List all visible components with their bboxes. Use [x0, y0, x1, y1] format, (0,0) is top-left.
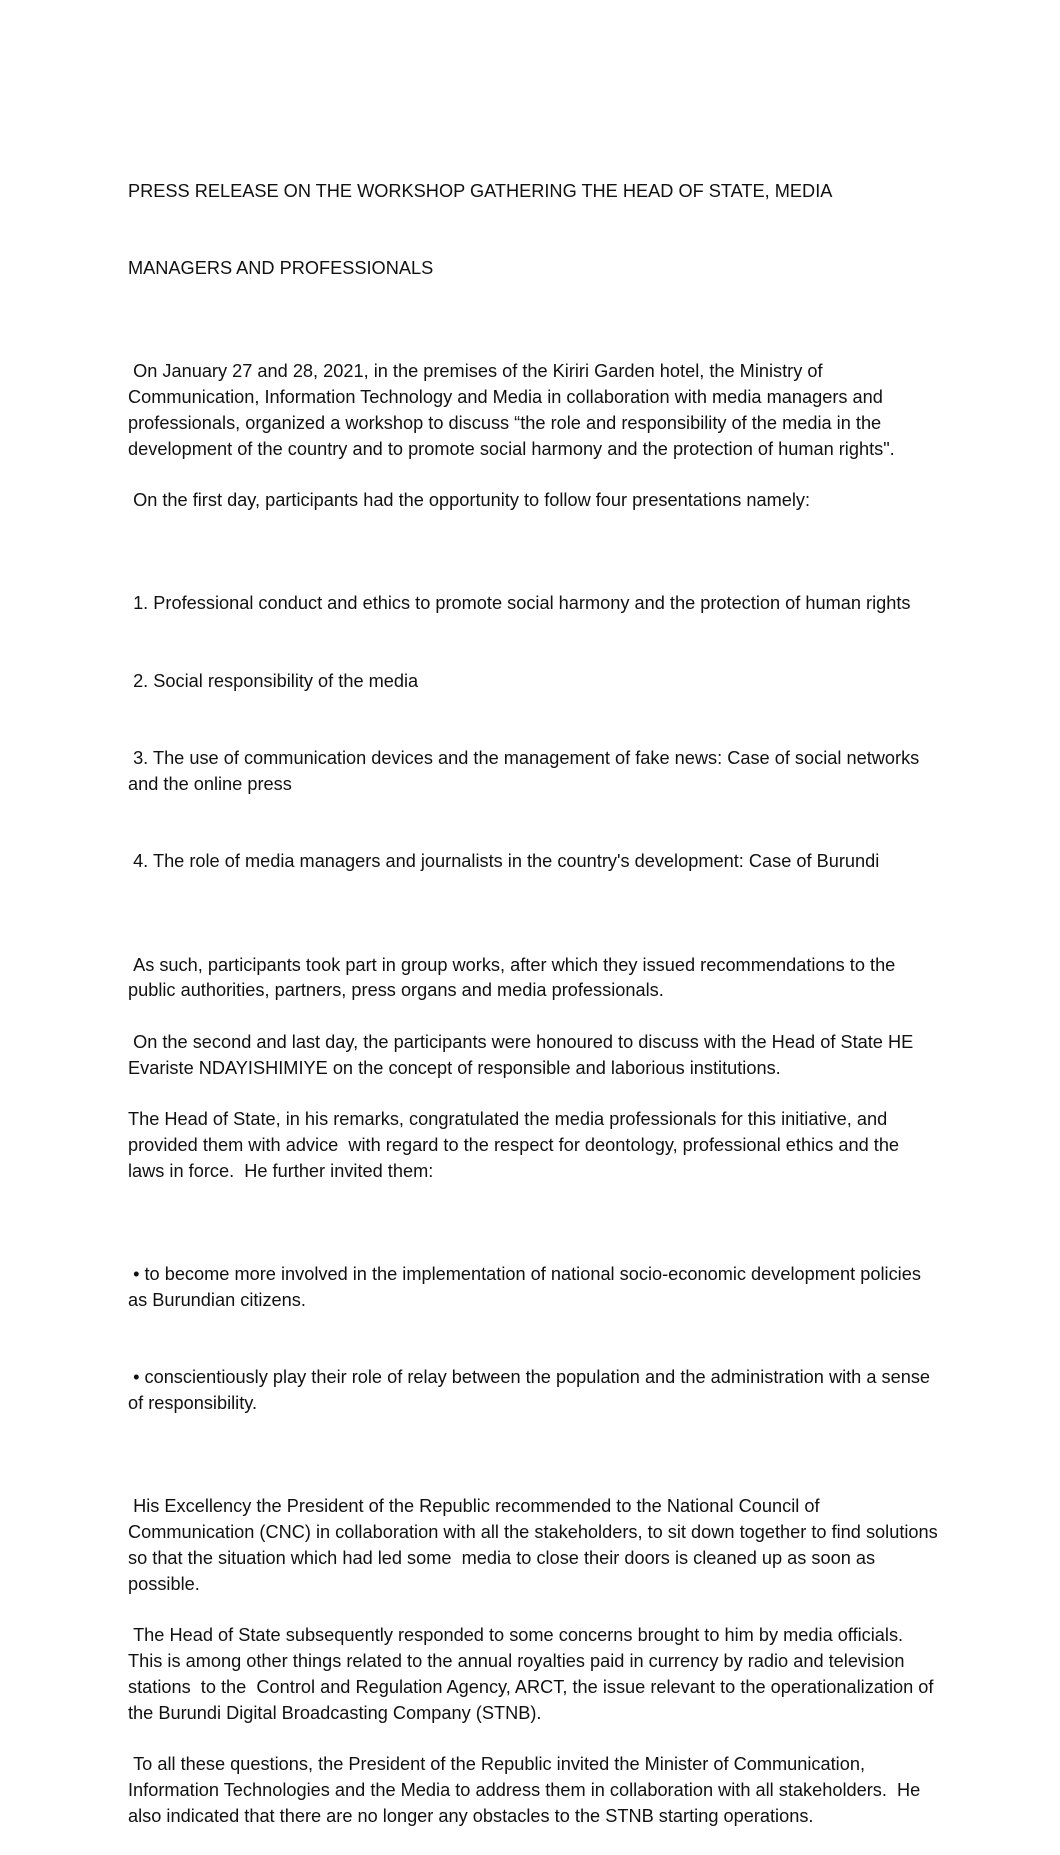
paragraph-group-works: As such, participants took part in group works, after which they issued recommendations to the public authorities, partners, press organs and media professionals. [128, 954, 901, 1001]
list-item: 4. The role of media managers and journalists in the country's development: Case of Burundi [128, 851, 880, 872]
list-item: 2. Social responsibility of the media [128, 670, 419, 691]
list-item: • conscientiously play their role of relay between the population and the administration with a sense of responsibility. [128, 1367, 936, 1414]
title-line-1: PRESS RELEASE ON THE WORKSHOP GATHERING THE HEAD OF STATE, MEDIA [128, 180, 833, 201]
presentations-list [128, 540, 938, 927]
invitations-list [128, 1210, 938, 1468]
paragraph-concerns: The Head of State subsequently responded to some concerns brought to him by media officials. This is among other things related to the annual royalties paid in currency by radio and television stations to the Control and Regulation Agency, ARCT, the issue relevant to the operationalization of the Burundi Digital Broadcasting Company (STNB). [128, 1625, 939, 1723]
list-item: • to become more involved in the implementation of national socio-economic development policies as Burundian citizens. [128, 1264, 926, 1310]
paragraph-workshop-intro: On January 27 and 28, 2021, in the premises of the Kiriri Garden hotel, the Ministry of Communication, Information Technology and Media in collaboration with media managers and professionals, organized a workshop to discuss “the role and responsibility of the media in the development of the country and to promote social harmony and the protection of human rights". [128, 361, 895, 459]
paragraph-second-day: On the second and last day, the participants were honoured to discuss with the Head of State HE Evariste NDAYISHIMIYE on the concept of responsible and laborious institutions. [128, 1031, 919, 1078]
paragraph-first-day: On the first day, participants had the opportunity to follow four presentations namely: [128, 490, 811, 511]
document-title [128, 127, 938, 333]
paragraph-cnc-recommendation: His Excellency the President of the Republic recommended to the National Council of Communication (CNC) in collaboration with all the stakeholders, to sit down together to find solutions so that the situation which had led some media to close their doors is cleaned up as soon as possible. [128, 1496, 943, 1594]
list-item: 3. The use of communication devices and the management of fake news: Case of social networks and the online press [128, 748, 925, 794]
paragraph-head-of-state-remarks: The Head of State, in his remarks, congratulated the media professionals for this initiative, and provided them with advice with regard to the respect for deontology, professional ethics and the laws in force. He further invited them: [128, 1109, 905, 1181]
list-item: 1. Professional conduct and ethics to promote social harmony and the protection of human rights [128, 593, 911, 614]
press-release-document [128, 127, 943, 1855]
paragraph-minister-invitation: To all these questions, the President of the Republic invited the Minister of Communication, Information Technologies and the Media to address them in collaboration with all stakeholders. He also indicated that there are no longer any obstacles to the STNB starting operations. [128, 1754, 926, 1826]
title-line-2: MANAGERS AND PROFESSIONALS [128, 257, 434, 278]
